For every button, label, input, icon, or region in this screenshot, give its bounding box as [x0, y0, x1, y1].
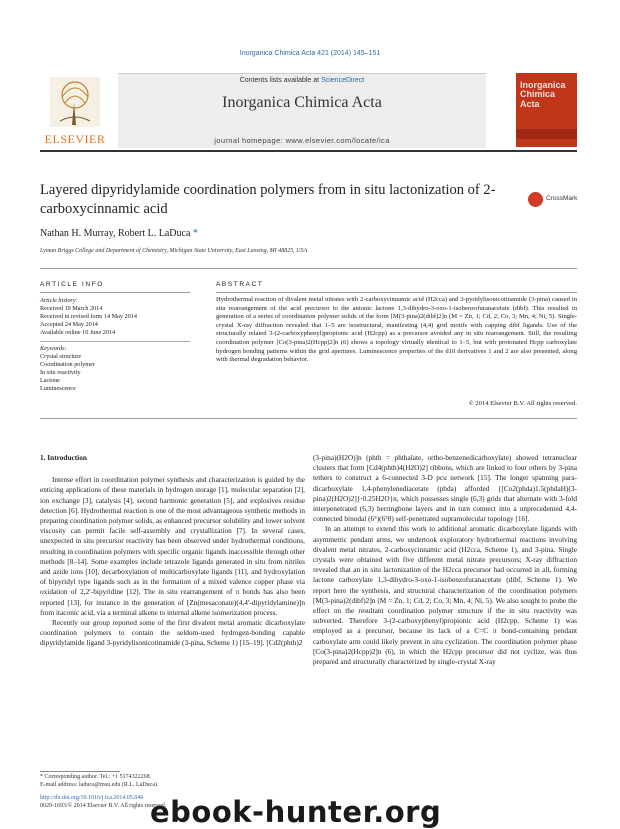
keyword: In situ reactivity	[40, 369, 81, 376]
corresponding-star[interactable]: *	[192, 228, 198, 239]
article-info-panel	[40, 297, 190, 393]
journal-cover	[516, 73, 577, 147]
masthead-center	[118, 73, 486, 148]
paragraph: In an attempt to extend this work to additional aromatic dicarboxylate ligands with asymmetric pendant arms, we undertook exploratory hydrothermal reactions involving divalent metal nitrates, 2-carboxycinnamic acid (H2cca, Scheme 1), and 3-pina. Single crystals were obtained with five different metal nitrate precursors; X-ray diffraction revealed that an in situ lactonization of the H2cca precursor had occurred in all, forming lactone carboxylate 1,3-dihydro-3-oxo-1-isobenzofuranacetate (dibf, Scheme 1). We report here the synthesis, and structural characterization of the coordination polymers [M(3-pina)2(dibf)2]n (M = Zn, 1; Cd, 2; Co, 3; Mn, 4; Ni, 5). We also sought to probe the effect on the resultant coordination polymer structure if the in situ reactivity was subverted. Therefore 3-(2-carboxyphenyl)propionic acid (H2cpp, Scheme 1) was employed as a precursor, because its lack of a C=C π bond-containing pendant carboxylate arm could likely prevent in situ cyclization. The coordination polymer phase [Co(3-pina)2(Hcpp)2]n (6), in which the H2cpp precursor did not cyclize, was thus prepared and structurally characterized by single-crystal X-ray	[313, 524, 577, 667]
keyword: Luminescence	[40, 385, 76, 392]
author-names: Nathan H. Murray, Robert L. LaDuca	[40, 228, 191, 239]
history-item: Accepted 24 May 2014	[40, 321, 98, 328]
cover-title: Inorganica Chimica Acta	[520, 80, 566, 109]
journal-masthead	[40, 73, 577, 149]
paragraph: (3-pina)(H2O)]n (phth = phthalate, ortho-benzenedicarboxylate) showed tetranuclear clusters that form [Cd4(phth)4(H2O)2] ribbons, which are linked to four others by 3-pina tethers to construct a 6-connected 3-D pcu network [15]. The longer spanning para-dicarboxylate 1,4-phenylenediacetate (phda) afforded {[Co2(phda)1.5(phdaH)(3-pina)2(H2O)2]}·0.25H2O}n, which possesses single (6,3) grids that alternate with 3-fold interpenetrated (6,3) herringbone layers and in turn connect into a unprecedented 4,4-connected binodal (6⁵)(6⁵8) self-penetrated supramolecular topology [16].	[313, 453, 577, 524]
watermark: ebook-hunter.org	[150, 795, 442, 829]
author-list	[40, 228, 198, 239]
cover-band	[516, 129, 577, 139]
footnote	[40, 773, 305, 789]
paragraph: Intense effort in coordination polymer synthesis and characterization is guided by the enticing applications of these materials in hydrogen storage [1], molecular separation [2], ion exchange [3], catalysis [4], second harmonic generation [5], and explosives residue detection [6]. Hydrothermal reaction is one of the most advantageous synthetic methods in preparing coordination polymer solids, as enhanced precursor solubility and lower solvent viscosity can permit facile self-assembly and crystallization [7]. In several cases, unexpected in situ precursor reactivity has been observed under hydrothermal conditions, resulting in coordination polymers with specific organic ligands inaccessible through other methods [8–14]. Some examples include tetrazole ligands generated in situ from nitriles and azide ions [10], decarboxylation of multicarboxylate ligands [11], and hydroxylation of bipyridyl type ligands such as in the formation of a mixed valence copper phase via oxidation of 2,2′-bipyridine [12]. The in situ rearrangement of π bonds has also been reported [13], for instance in the generation of [Zn(mesaconate)(4,4′-dipyridylamine)]n from itaconic acid, via a terminal alkene to internal alkene isomerization process.	[40, 475, 305, 617]
header-rule	[40, 150, 577, 152]
article-title: Layered dipyridylamide coordination polymers from in situ lactonization of 2-carboxycinnamic acid	[40, 182, 496, 217]
crossmark-label: CrossMark	[546, 195, 578, 202]
info-rule	[40, 268, 577, 269]
abstract-copyright: © 2014 Elsevier B.V. All rights reserved.	[468, 400, 577, 407]
keywords-label: Keywords:	[40, 345, 67, 352]
info-heading-rule	[40, 292, 190, 293]
body-column-left	[40, 453, 305, 649]
keyword: Coordination polymer	[40, 361, 95, 368]
keyword: Crystal structure	[40, 353, 82, 360]
email-note[interactable]: E-mail address: laduca@msu.edu (R.L. LaDuca).	[40, 782, 159, 788]
corresponding-author-note: * Corresponding author. Tel.: +1 5174322268.	[40, 774, 152, 780]
crossmark-icon	[528, 192, 543, 207]
elsevier-logo	[40, 73, 110, 147]
elsevier-tree-icon	[50, 77, 100, 127]
abstract-heading: ABSTRACT	[216, 281, 264, 288]
paragraph: Recently our group reported some of the first divalent metal aromatic dicarboxylate coordination polymers to contain the seldom-used hydrogen-bonding capable dipyridylamide ligand 3-pyridylisonicotinamide (3-pina, Scheme 1) [15–19]. [Cd2(phth)2	[40, 618, 305, 648]
history-item: Received in revised form 14 May 2014	[40, 313, 137, 320]
contents-line	[118, 77, 486, 84]
info-divider	[40, 341, 190, 342]
issn-line: 0020-1693/© 2014 Elsevier B.V. All rights reserved.	[40, 803, 167, 809]
elsevier-wordmark: ELSEVIER	[44, 132, 106, 146]
body-column-right	[313, 453, 577, 667]
history-item: Available online 10 June 2014	[40, 329, 116, 336]
abstract-heading-rule	[216, 292, 577, 293]
doi-link[interactable]: http://dx.doi.org/10.1016/j.ica.2014.05.040	[40, 795, 144, 801]
contents-prefix: Contents lists available at	[239, 77, 322, 84]
sciencedirect-link[interactable]: ScienceDirect	[321, 77, 365, 84]
section-heading: 1. Introduction	[40, 453, 87, 462]
journal-title: Inorganica Chimica Acta	[222, 94, 382, 111]
footnote-rule	[40, 771, 120, 772]
history-label: Article history:	[40, 297, 78, 304]
keyword: Lactone	[40, 377, 60, 384]
article-info-heading: ARTICLE INFO	[40, 281, 104, 288]
history-item: Received 19 March 2014	[40, 305, 103, 312]
journal-homepage[interactable]: journal homepage: www.elsevier.com/locate/ica	[214, 136, 390, 145]
affiliation: Lyman Briggs College and Department of Chemistry, Michigan State University, East Lansing, MI 48825, USA	[40, 248, 308, 254]
body-rule	[40, 418, 577, 419]
abstract-text: Hydrothermal reaction of divalent metal nitrates with 2-carboxycinnamic acid (H2cca) and 3-pyridylisonicotinamide (3-pina) caused in situ rearrangement of the acid precursor to the anionic lactone 1,3-dihydro-3-oxo-1-isobenzofuranacetate (dibf). This resulted in generation of a series of coordination polymer solids of the form [M(3-pina)2(dibf)2]n (M = Zn, 1; Cd, 2; Co, 3; Mn, 4; Ni, 5). Single-crystal X-ray diffraction revealed that 1–5 are isostructural, manifesting (4,4) grid motifs with capping dibf ligands. Use of the structurally related 3-(2-carboxyphenyl)propionic acid (H2cpp) as a precursor avoided any in situ rearrangement. Still, the resulting coordination polymer [Co(3-pina)2(Hcpp)2]n (6) shows a topology virtually identical to 1–5, but with protonated Hcpp carboxylate hydrogen bonding patterns within the grid apertures. Luminescence properties of the d10 derivatives 1 and 2 are also presented, along with thermal degradation behavior.	[216, 296, 577, 364]
crossmark-badge[interactable]	[528, 190, 588, 210]
journal-reference[interactable]: Inorganica Chimica Acta 421 (2014) 145–151	[239, 50, 381, 57]
